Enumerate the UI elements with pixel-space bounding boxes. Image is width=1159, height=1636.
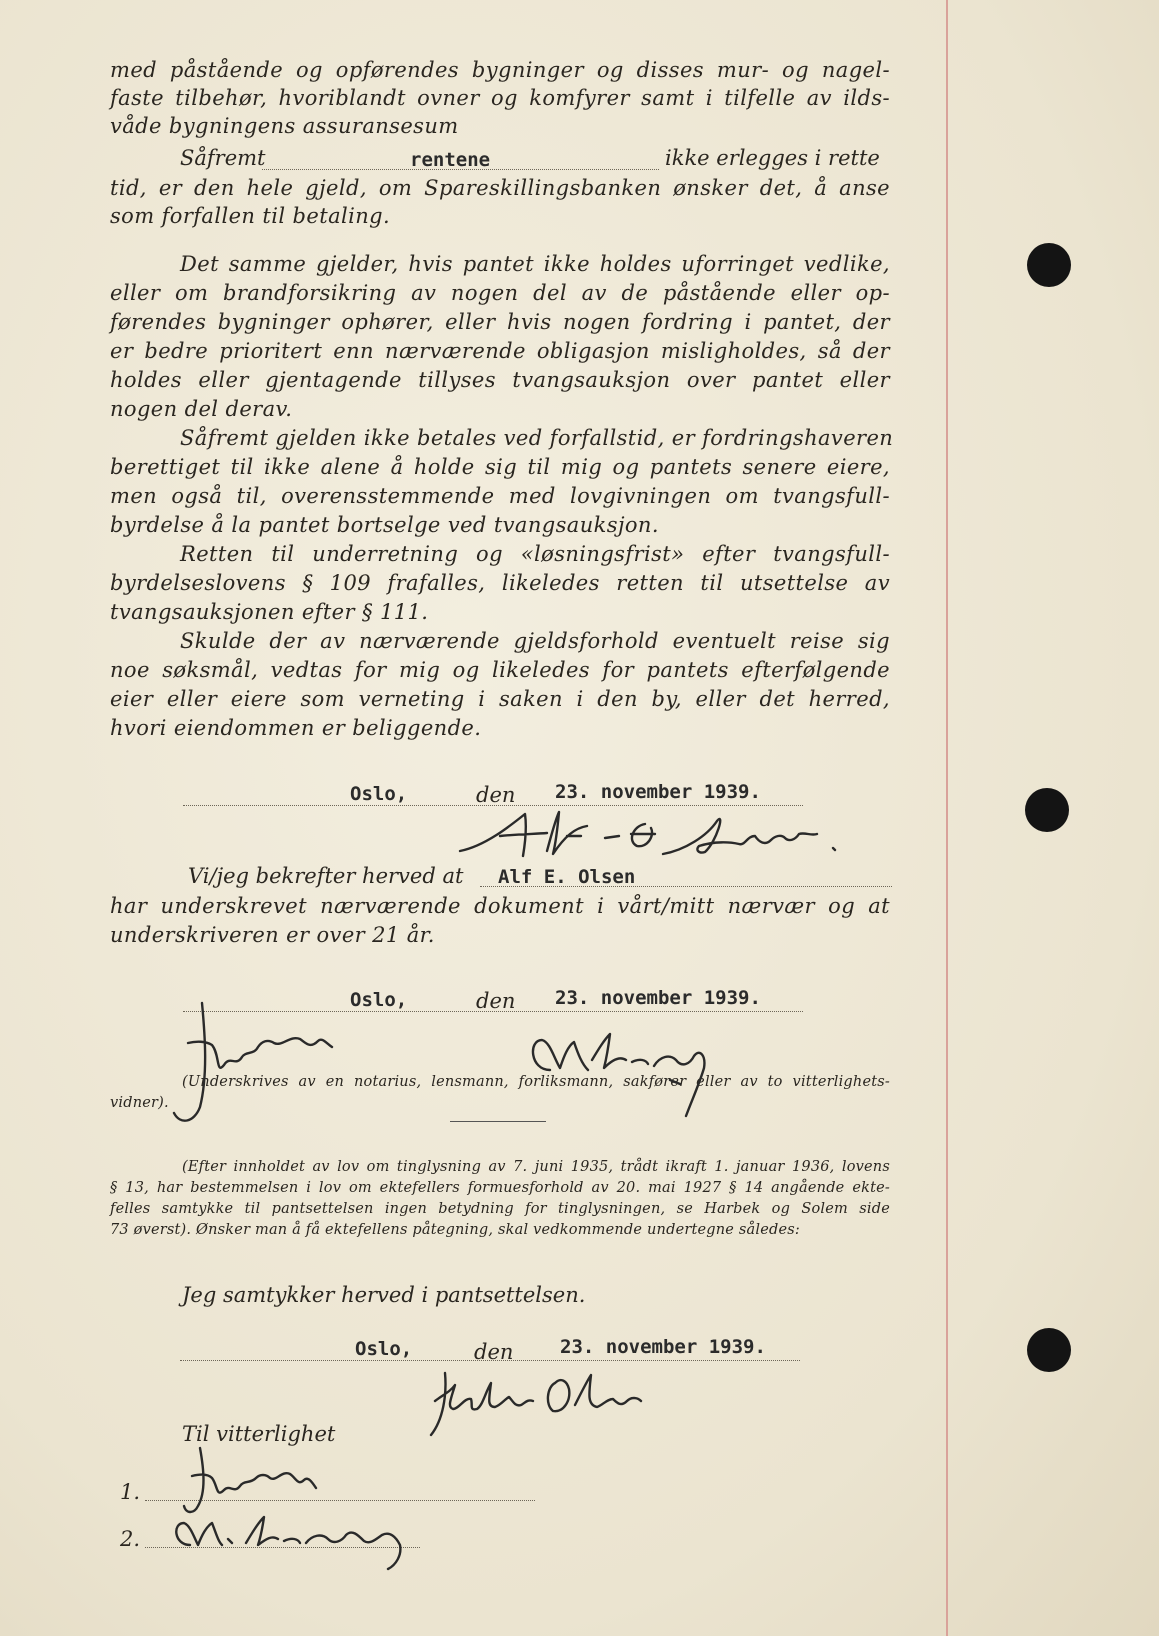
typed-place: Oslo,: [355, 1338, 413, 1360]
text-fragment: den: [476, 989, 516, 1013]
consent-text: Jeg samtykker herved i pantsettelsen.: [182, 1283, 586, 1307]
punch-hole: [1027, 243, 1071, 287]
text-fragment: den: [474, 1340, 514, 1364]
text-line: eier eller eiere som verneting i saken i den by, eller det herred,: [110, 687, 890, 711]
text-line: holdes eller gjentagende tillyses tvangsauksjon over pantet eller: [110, 368, 890, 392]
law-note-line: 73 øverst). Ønsker man å få ektefellens påtegning, skal vedkommende undertegne således:: [110, 1222, 800, 1238]
witness-number: 1.: [120, 1480, 141, 1504]
text-line: berettiget til ikke alene å holde sig til mig og pantets senere eiere,: [110, 455, 890, 479]
witness-note-line: vidner).: [110, 1095, 169, 1111]
text-line: underskriveren er over 21 år.: [110, 923, 435, 947]
text-line: faste tilbehør, hvoriblandt ovner og komfyrer samt i tilfelle av ilds-: [110, 86, 890, 110]
text-fragment: den: [476, 783, 516, 807]
text-line: med påstående og opførendes bygninger og disses mur- og nagel-: [110, 58, 890, 82]
law-note-line: (Efter innholdet av lov om tinglysning av 7. juni 1935, trådt ikraft 1. januar 1936, lovens: [182, 1159, 890, 1175]
signature-witness-2-repeat: [160, 1505, 460, 1575]
text-line: Det samme gjelder, hvis pantet ikke holdes uforringet vedlike,: [180, 252, 890, 276]
text-line: eller om brandforsikring av nogen del av de påstående eller op-: [110, 281, 890, 305]
text-line: våde bygningens assuransesum: [110, 114, 459, 138]
text-fragment: ikke erlegges i rette: [665, 146, 880, 170]
text-line: men også til, overensstemmende med lovgivningen om tvangsfull-: [110, 484, 890, 508]
text-line: har underskrevet nærværende dokument i vårt/mitt nærvær og at: [110, 894, 890, 918]
typed-date: 23. november 1939.: [555, 987, 761, 1009]
typed-place: Oslo,: [350, 783, 408, 805]
text-line: Retten til underretning og «løsningsfrist» efter tvangsfull-: [180, 542, 890, 566]
text-line: noe søksmål, vedtas for mig og likeledes for pantets efterfølgende: [110, 658, 890, 682]
margin-rule: [946, 0, 948, 1636]
text-line: tid, er den hele gjeld, om Spareskillingsbanken ønsker det, å anse: [110, 176, 890, 200]
text-line: tvangsauksjonen efter § 111.: [110, 600, 429, 624]
text-line: førendes bygninger ophører, eller hvis nogen fordring i pantet, der: [110, 310, 890, 334]
law-note-line: § 13, har bestemmelsen i lov om ektefellers formuesforhold av 20. mai 1927 § 14 angående ekte-: [110, 1180, 890, 1196]
signature-spouse: [425, 1365, 675, 1445]
text-line: Såfremt gjelden ikke betales ved forfallstid, er fordringshaveren: [180, 426, 894, 450]
witness-number: 2.: [120, 1527, 141, 1551]
typed-field: rentene: [410, 149, 491, 171]
signature-witness-2: [520, 1020, 720, 1130]
witness-title: Til vitterlighet: [182, 1422, 336, 1446]
witness-note-line: (Underskrives av en notarius, lensmann, forliksmann, sakfører eller av to vitterlighets-: [182, 1074, 890, 1090]
text-line: Skulde der av nærværende gjeldsforhold eventuelt reise sig: [180, 629, 890, 653]
text-line: hvori eiendommen er beliggende.: [110, 716, 482, 740]
short-rule: [450, 1121, 546, 1122]
signature-alf-e-olsen: [455, 806, 875, 866]
punch-hole: [1027, 1328, 1071, 1372]
signature-witness-1: [150, 995, 350, 1135]
text-line: er bedre prioritert enn nærværende obligasjon misligholdes, så der: [110, 339, 890, 363]
typed-name: Alf E. Olsen: [498, 866, 636, 888]
law-note-line: felles samtykke til pantsettelsen ingen betydning for tinglysningen, se Harbek og Solem side: [110, 1201, 890, 1217]
typed-date: 23. november 1939.: [555, 781, 761, 803]
text-line: byrdelse å la pantet bortselge ved tvangsauksjon.: [110, 513, 659, 537]
text-fragment: Vi/jeg bekrefter herved at: [188, 864, 464, 888]
text-line: nogen del derav.: [110, 397, 293, 421]
punch-hole: [1025, 788, 1069, 832]
typed-date: 23. november 1939.: [560, 1336, 766, 1358]
typed-place: Oslo,: [350, 989, 408, 1011]
text-line: byrdelseslovens § 109 frafalles, likeledes retten til utsettelse av: [110, 571, 890, 595]
text-fragment: Såfremt: [180, 146, 266, 170]
text-line: som forfallen til betaling.: [110, 204, 391, 228]
